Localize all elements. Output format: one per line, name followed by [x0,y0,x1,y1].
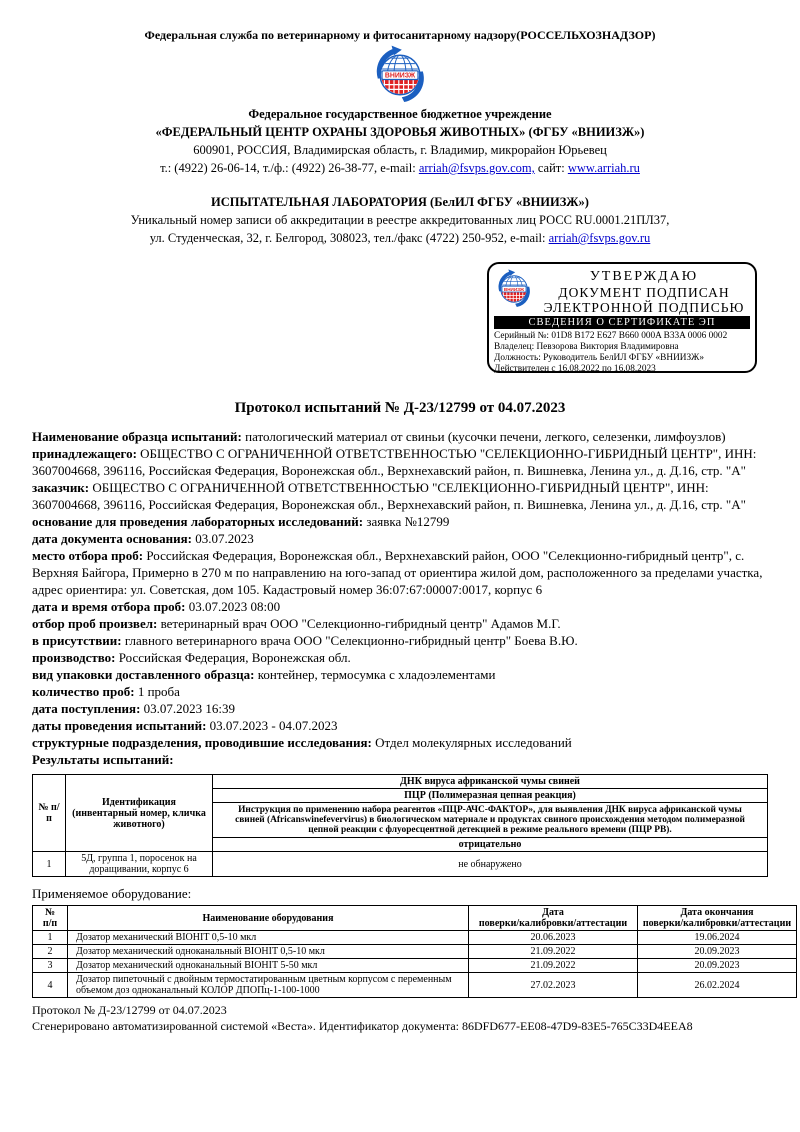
results-method: ПЦР (Полимеразная цепная реакция) [213,789,768,803]
field-sampling-place: место отбора проб: Российская Федерация, Воронежская обл., Верхнехавский район, ООО "Селекционно-гибридный центр", с. Верхняя Байгора, Примерно в 270 м по направлению на юго-запад от ориентира жилой дом, расположенного за пределами участка, адрес ориентира: ул. Советская, дом 105. Кадастровый номер 36:07:67:00007:0017, корпус 6 [32,548,763,597]
field-sampling-datetime: дата и время отбора проб: 03.07.2023 08:00 [32,599,281,614]
stamp-head [538,268,750,315]
stamp-approve: УТВЕРЖДАЮ [589,269,699,284]
table-row: 3 Дозатор механический одноканальный BIOHIT 5-50 мкл 21.09.2022 20.09.2023 [33,959,797,973]
stamp-signed-line2: ЭЛЕКТРОННОЙ ПОДПИСЬЮ [543,300,745,315]
field-witness: в присутствии: главного ветеринарного врача ООО "Селекционно-гибридный центр" Боева В.Ю. [32,633,578,648]
equip-col3-header: Дата поверки/калибровки/аттестации [469,906,638,931]
table-row [33,775,768,789]
results-heading: Результаты испытаний: [32,752,174,767]
stamp-owner: Владелец: Певзорова Виктория Владимировна [494,342,679,352]
stamp-serial: Серийный №: 01D8 B172 E627 B660 000A B33A 0006 0002 [494,331,728,341]
results-col-ident-header: Идентификация (инвентарный номер, кличка животного) [66,775,213,852]
website-link[interactable]: www.arriah.ru [567,161,640,175]
stamp-validity: Действителен с 16.08.2022 по 16.08.2023 [494,364,656,374]
field-customer: заказчик: ОБЩЕСТВО С ОГРАНИЧЕННОЙ ОТВЕТСТВЕННОСТЬЮ "СЕЛЕКЦИОННО-ГИБРИДНЫЙ ЦЕНТР", ИНН: 3607004668, 396116, Российская Федерация, Воронежская обл., Верхнехавский район, п. Вишневка, Ленина ул., д. Д.16, стр. "А" [32,480,746,512]
field-basis: основание для проведения лабораторных исследований: заявка №12799 [32,514,450,529]
results-col-num-header: № п/п [33,775,66,852]
footer [32,1002,768,1034]
lab-address-prefix: ул. Студенческая, 32, г. Белгород, 308023, тел./факс (4722) 250-952, e-mail: [149,231,549,245]
institution-name: «ФЕДЕРАЛЬНЫЙ ЦЕНТР ОХРАНЫ ЗДОРОВЬЯ ЖИВОТНЫХ» (ФГБУ «ВНИИЗЖ») [155,125,645,139]
field-sample-name: Наименование образца испытаний: патологический материал от свиньи (кусочки печени, легкого, селезенки, лимфоузлов) [32,429,726,444]
field-basis-date: дата документа основания: 03.07.2023 [32,531,254,546]
page-title: Протокол испытаний № Д-23/12799 от 04.07.2023 [234,400,566,416]
logo-text: ВНИИЗЖ [384,72,416,80]
institution-contacts [0,159,800,177]
equip-col2-header: Наименование оборудования [68,906,469,931]
lab-address [0,229,800,247]
stamp-signed-line1: ДОКУМЕНТ ПОДПИСАН [558,285,730,300]
stamp-position: Должность: Руководитель БелИЛ ФГБУ «ВНИИЗЖ» [494,353,705,363]
results-row-result: не обнаружено [213,852,768,877]
vniizh-globe-icon-small [494,269,534,309]
results-table [32,774,768,877]
table-row: 2 Дозатор механический одноканальный BIOHIT 0,5-10 мкл 21.09.2022 20.09.2023 [33,945,797,959]
site-prefix: сайт: [534,161,568,175]
results-row-num: 1 [33,852,66,877]
field-production: производство: Российская Федерация, Воронежская обл. [32,650,351,665]
equip-col4-header: Дата окончания поверки/калибровки/аттестации [638,906,797,931]
stamp-top [494,268,750,315]
lab-title: ИСПЫТАТЕЛЬНАЯ ЛАБОРАТОРИЯ (БелИЛ ФГБУ «ВНИИЗЖ») [211,195,589,209]
institution-type: Федеральное государственное бюджетное учреждение [248,107,552,121]
table-row: 1 Дозатор механический BIOHIT 0,5-10 мкл 20.06.2023 19.06.2024 [33,931,797,945]
lab-block [0,193,800,247]
field-packaging: вид упаковки доставленного образца: контейнер, термосумка с хладоэлементами [32,667,496,682]
protocol-fields [32,428,768,768]
results-test-name: ДНК вируса африканской чумы свиней [213,775,768,789]
stamp-cert-bar: СВЕДЕНИЯ О СЕРТИФИКАТЕ ЭП [494,316,750,329]
results-norm: отрицательно [213,838,768,852]
field-sample-count: количество проб: 1 проба [32,684,180,699]
equip-col1-header: № п/п [33,906,68,931]
stamp-logo-text: ВНИИЗЖ [503,286,525,292]
footer-protocol-ref: Протокол № Д-23/12799 от 04.07.2023 [32,1003,227,1017]
approval-stamp [487,262,757,373]
stamp-cert-details [494,331,750,375]
results-row-ident: 5Д, группа 1, поросенок на доращивании, корпус 6 [66,852,213,877]
lab-accreditation: Уникальный номер записи об аккредитации в реестре аккредитованных лиц РОСС RU.0001.21ПЛ37, [130,213,670,227]
field-test-dates: даты проведения испытаний: 03.07.2023 - 04.07.2023 [32,718,338,733]
email-link[interactable]: arriah@fsvps.gov.com, [418,161,535,175]
field-owner: принадлежащего: ОБЩЕСТВО С ОГРАНИЧЕННОЙ ОТВЕТСТВЕННОСТЬЮ "СЕЛЕКЦИОННО-ГИБРИДНЫЙ ЦЕНТР", ИНН: 3607004668, 396116, Российская Федерация, Воронежская обл., Верхнехавский район, п. Вишневка, Ленина ул., д. Д.16, стр. "А" [32,446,757,478]
equipment-heading: Применяемое оборудование: [32,886,192,901]
table-row: 4 Дозатор пипеточный с двойным термостатированным цветным корпусом с переменным объемом доз одноканальный КОЛОР ДПОПц-1-100-1000 27.02.2023 26.02.2024 [33,973,797,998]
results-instruction: Инструкция по применению набора реагентов «ПЦР-АЧС-ФАКТОР», для выявления ДНК вируса африканской чумы свиней (Africanswinefevervirus) в биологическом материале и продуктах свиного происхождения методом полимеразной цепной реакции с флуоресцентной детекцией в режиме реального времени (ПЦР РВ). [213,803,768,838]
stamp-logo [494,268,538,314]
agency-line: Федеральная служба по ветеринарному и фитосанитарному надзору(РОССЕЛЬХОЗНАДЗОР) [144,28,656,42]
table-row [33,852,768,877]
lab-email-link[interactable]: arriah@fsvps.gov.ru [548,231,651,245]
contacts-prefix: т.: (4922) 26-06-14, т./ф.: (4922) 26-38-77, e-mail: [160,161,419,175]
field-receipt-date: дата поступления: 03.07.2023 16:39 [32,701,236,716]
vniizh-globe-icon [370,45,430,105]
institution-address: 600901, РОССИЯ, Владимирская область, г. Владимир, микрорайон Юрьевец [193,143,607,157]
field-sampled-by: отбор проб произвел: ветеринарный врач ООО "Селекционно-гибридный центр" Адамов М.Г. [32,616,561,631]
field-departments: структурные подразделения, проводившие исследования: Отдел молекулярных исследований [32,735,572,750]
equipment-table [32,905,797,998]
footer-generated-by: Сгенерировано автоматизированной системой «Веста». Идентификатор документа: 86DFD677-EE08-47D9-83E5-765C33D4EEA8 [32,1019,693,1033]
org-logo [0,45,800,105]
table-row [33,906,797,931]
